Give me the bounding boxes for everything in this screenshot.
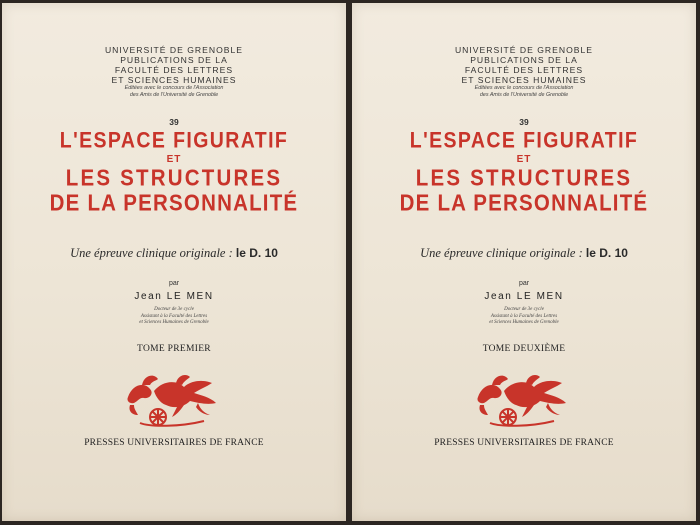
pegasus-chariot-emblem	[470, 371, 574, 431]
pegasus-chariot-emblem	[120, 371, 224, 431]
book-cover-tome-1	[2, 3, 346, 521]
publisher-line: UNIVERSITÉ DE GRENOBLE	[454, 45, 594, 55]
subtitle-bold: le D. 10	[235, 246, 278, 260]
title-line-1: L'ESPACE FIGURATIF	[409, 128, 639, 154]
book-title	[352, 129, 696, 216]
publisher-line: ET SCIENCES HUMAINES	[111, 75, 237, 85]
series-number: 39	[519, 117, 529, 127]
author-credentials	[2, 307, 346, 327]
tome-label: TOME PREMIER	[137, 344, 211, 354]
title-line-2: LES STRUCTURES	[415, 165, 633, 192]
credential-line: Assistant à la Faculté des Lettres	[490, 313, 558, 319]
credential-line: Docteur de 3e cycle	[154, 307, 194, 312]
book-cover-tome-2	[352, 3, 696, 521]
author-name: Jean LE MEN	[484, 291, 564, 302]
credential-line: et Sciences Humaines de Grenoble	[139, 320, 209, 325]
book-title	[2, 129, 346, 216]
publisher-line: PUBLICATIONS DE LA	[470, 55, 578, 65]
publisher-line: FACULTÉ DES LETTRES	[464, 65, 584, 75]
series-number: 39	[169, 117, 179, 127]
edition-line: Éditées avec le concours de l'Association	[124, 85, 224, 91]
credential-line: Docteur de 3e cycle	[504, 307, 544, 312]
edition-line: des Amis de l'Université de Grenoble	[129, 92, 219, 98]
subtitle-italic: Une épreuve clinique originale :	[70, 246, 233, 260]
publisher-line: FACULTÉ DES LETTRES	[114, 65, 234, 75]
credential-line: et Sciences Humaines de Grenoble	[489, 320, 559, 325]
tome-label: TOME DEUXIÈME	[482, 344, 566, 354]
edition-line: Éditées avec le concours de l'Association	[474, 85, 574, 91]
title-line-2: LES STRUCTURES	[65, 165, 283, 192]
subtitle	[352, 246, 696, 261]
par-label: par	[168, 280, 180, 287]
title-line-3: DE LA PERSONNALITÉ	[399, 190, 649, 217]
author-name: Jean LE MEN	[134, 291, 214, 302]
credential-line: Assistant à la Faculté des Lettres	[140, 313, 208, 319]
subtitle	[2, 246, 346, 261]
title-et: ET	[166, 154, 182, 165]
publisher-line: UNIVERSITÉ DE GRENOBLE	[104, 45, 244, 55]
author-credentials	[352, 307, 696, 327]
publisher-line: PUBLICATIONS DE LA	[120, 55, 228, 65]
title-et: ET	[516, 154, 532, 165]
subtitle-italic: Une épreuve clinique originale :	[420, 246, 583, 260]
publisher-header	[352, 45, 696, 99]
edition-line: des Amis de l'Université de Grenoble	[479, 92, 569, 98]
publisher-line: ET SCIENCES HUMAINES	[461, 75, 587, 85]
publisher-header	[2, 45, 346, 99]
par-label: par	[518, 280, 530, 287]
press-name: PRESSES UNIVERSITAIRES DE FRANCE	[434, 438, 614, 448]
subtitle-bold: le D. 10	[585, 246, 628, 260]
press-name: PRESSES UNIVERSITAIRES DE FRANCE	[84, 438, 264, 448]
title-line-3: DE LA PERSONNALITÉ	[49, 190, 299, 217]
title-line-1: L'ESPACE FIGURATIF	[59, 128, 289, 154]
